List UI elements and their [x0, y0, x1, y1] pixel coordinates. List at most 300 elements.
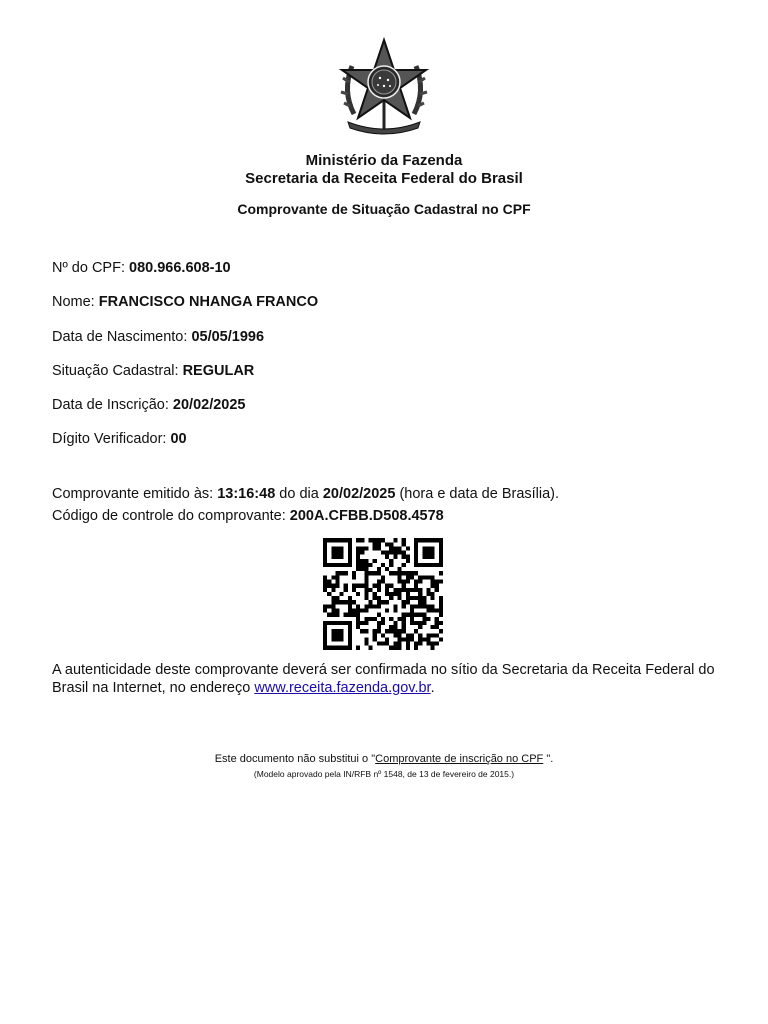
qr-module	[356, 625, 360, 629]
qr-module	[331, 621, 335, 625]
qr-module	[385, 588, 389, 592]
qr-module	[352, 608, 356, 612]
qr-module	[356, 592, 360, 596]
qr-module	[377, 567, 381, 571]
qr-module	[422, 538, 426, 542]
qr-module	[397, 588, 401, 592]
qr-module	[426, 575, 430, 579]
qr-module	[393, 588, 397, 592]
qr-module	[364, 596, 368, 600]
qr-module	[344, 571, 348, 575]
qr-module	[431, 592, 435, 596]
qr-module	[377, 542, 381, 546]
qr-module	[389, 551, 393, 555]
qr-module	[335, 621, 339, 625]
qr-module	[414, 596, 418, 600]
qr-module	[397, 575, 401, 579]
qr-module	[377, 604, 381, 608]
qr-module	[410, 596, 414, 600]
qr-module	[431, 580, 435, 584]
qr-module	[385, 551, 389, 555]
qr-module	[422, 575, 426, 579]
qr-module	[344, 646, 348, 650]
qr-module	[414, 584, 418, 588]
registration-status-field	[52, 362, 318, 380]
qr-module	[360, 551, 364, 555]
qr-module	[385, 542, 389, 546]
qr-module	[439, 542, 443, 546]
qr-module	[369, 571, 373, 575]
qr-module	[393, 629, 397, 633]
qr-module	[331, 600, 335, 604]
qr-module	[414, 613, 418, 617]
qr-module	[381, 551, 385, 555]
qr-module	[323, 542, 327, 546]
qr-module	[360, 546, 364, 550]
qr-module	[418, 604, 422, 608]
qr-module	[331, 604, 335, 608]
qr-module	[435, 617, 439, 621]
qr-module	[323, 555, 327, 559]
qr-module	[385, 608, 389, 612]
control-code-label: Código de controle do comprovante:	[52, 508, 286, 524]
qr-module	[393, 621, 397, 625]
qr-module	[435, 538, 439, 542]
qr-module	[414, 551, 418, 555]
qr-module	[331, 588, 335, 592]
qr-module	[352, 613, 356, 617]
qr-module	[385, 629, 389, 633]
qr-module	[439, 538, 443, 542]
emission-middle: do dia	[279, 486, 319, 502]
qr-module	[418, 600, 422, 604]
qr-module	[364, 621, 368, 625]
ministry-name: Ministério da Fazenda	[305, 152, 463, 169]
qr-module	[327, 621, 331, 625]
qr-module	[377, 600, 381, 604]
qr-module	[335, 637, 339, 641]
qr-module	[402, 613, 406, 617]
qr-module	[426, 617, 430, 621]
qr-module	[418, 592, 422, 596]
qr-module	[406, 575, 410, 579]
qr-module	[385, 592, 389, 596]
qr-module	[348, 637, 352, 641]
receita-website-link[interactable]: www.receita.fazenda.gov.br	[254, 680, 431, 696]
qr-module	[406, 588, 410, 592]
qr-module	[356, 567, 360, 571]
qr-module	[431, 604, 435, 608]
qr-module	[389, 542, 393, 546]
qr-module	[340, 538, 344, 542]
qr-module	[340, 646, 344, 650]
qr-module	[393, 608, 397, 612]
field-label: Situação Cadastral:	[52, 362, 179, 379]
field-label: Nº do CPF:	[52, 260, 125, 276]
qr-module	[360, 559, 364, 563]
qr-module	[331, 608, 335, 612]
qr-module	[323, 563, 327, 567]
qr-module	[348, 600, 352, 604]
qr-module	[364, 546, 368, 550]
qr-module	[414, 563, 418, 567]
qr-module	[422, 546, 426, 550]
qr-module	[435, 642, 439, 646]
qr-module	[377, 538, 381, 542]
qr-module	[435, 633, 439, 637]
qr-module	[369, 600, 373, 604]
birth-date-field	[52, 328, 318, 346]
emission-time: 13:16:48	[217, 486, 276, 502]
qr-module	[335, 563, 339, 567]
qr-module	[369, 588, 373, 592]
qr-module	[360, 567, 364, 571]
qr-module	[331, 596, 335, 600]
qr-module	[377, 596, 381, 600]
qr-module	[360, 563, 364, 567]
qr-module	[381, 633, 385, 637]
qr-module	[335, 571, 339, 575]
qr-module	[335, 575, 339, 579]
qr-module	[340, 621, 344, 625]
emission-suffix: (hora e data de Brasília).	[399, 486, 560, 502]
qr-module	[431, 642, 435, 646]
qr-module	[340, 563, 344, 567]
authenticity-end: .	[430, 680, 435, 696]
qr-module	[323, 551, 327, 555]
authenticity-note	[52, 661, 732, 697]
qr-module	[414, 571, 418, 575]
qr-module	[344, 613, 348, 617]
qr-module	[348, 604, 352, 608]
qr-module	[369, 563, 373, 567]
qr-module	[335, 584, 339, 588]
qr-module	[431, 584, 435, 588]
qr-module	[348, 542, 352, 546]
qr-module	[422, 555, 426, 559]
qr-module	[356, 538, 360, 542]
qr-module	[348, 538, 352, 542]
qr-module	[410, 637, 414, 641]
qr-module	[323, 646, 327, 650]
emission-label: Comprovante emitido às:	[52, 486, 214, 502]
qr-module	[397, 580, 401, 584]
qr-module	[377, 642, 381, 646]
qr-module	[348, 629, 352, 633]
qr-module	[422, 551, 426, 555]
qr-module	[356, 563, 360, 567]
qr-module	[397, 546, 401, 550]
qr-module	[348, 613, 352, 617]
qr-module	[435, 621, 439, 625]
qr-module	[397, 637, 401, 641]
qr-module	[414, 546, 418, 550]
qr-module	[414, 588, 418, 592]
qr-module	[426, 551, 430, 555]
qr-module	[406, 633, 410, 637]
qr-module	[331, 613, 335, 617]
qr-module	[344, 584, 348, 588]
qr-module	[418, 596, 422, 600]
qr-module	[331, 551, 335, 555]
qr-module	[418, 621, 422, 625]
control-code-line	[52, 505, 559, 527]
qr-module	[410, 575, 414, 579]
qr-module	[364, 559, 368, 563]
field-label: Data de Nascimento:	[52, 328, 188, 345]
qr-module	[393, 555, 397, 559]
qr-module	[439, 613, 443, 617]
qr-module	[335, 600, 339, 604]
qr-module	[389, 584, 393, 588]
qr-module	[327, 538, 331, 542]
qr-module	[418, 625, 422, 629]
qr-module	[335, 646, 339, 650]
qr-module	[426, 642, 430, 646]
qr-module	[439, 571, 443, 575]
qr-module	[377, 621, 381, 625]
qr-module	[439, 629, 443, 633]
qr-module	[426, 563, 430, 567]
qr-module	[397, 567, 401, 571]
footer-prefix: Este documento não substitui o "	[214, 753, 376, 765]
qr-module	[435, 584, 439, 588]
qr-module	[331, 555, 335, 559]
qr-module	[356, 559, 360, 563]
qr-module	[323, 559, 327, 563]
registration-fields	[52, 259, 318, 465]
cpf-registration-link[interactable]: Comprovante de inscrição no CPF	[375, 753, 544, 765]
qr-module	[402, 551, 406, 555]
qr-module	[418, 575, 422, 579]
qr-module	[373, 617, 377, 621]
qr-module	[385, 555, 389, 559]
qr-module	[323, 633, 327, 637]
qr-module	[356, 546, 360, 550]
qr-module	[410, 633, 414, 637]
emission-info	[52, 483, 559, 527]
qr-module	[348, 563, 352, 567]
qr-module	[373, 592, 377, 596]
qr-module	[331, 575, 335, 579]
qr-module	[331, 563, 335, 567]
qr-module	[348, 621, 352, 625]
brazil-coat-of-arms-icon	[334, 36, 434, 136]
qr-module	[426, 538, 430, 542]
qr-module	[348, 642, 352, 646]
qr-module	[356, 555, 360, 559]
qr-module	[335, 546, 339, 550]
qr-module	[331, 546, 335, 550]
qr-module	[364, 642, 368, 646]
qr-module	[360, 584, 364, 588]
qr-module	[344, 621, 348, 625]
qr-module	[348, 551, 352, 555]
field-value: FRANCISCO NHANGA FRANCO	[98, 294, 319, 311]
qr-module	[335, 555, 339, 559]
document-header	[0, 152, 768, 218]
qr-module	[414, 629, 418, 633]
qr-module	[426, 592, 430, 596]
qr-module	[377, 546, 381, 550]
qr-module	[402, 580, 406, 584]
qr-module	[331, 584, 335, 588]
qr-module	[385, 567, 389, 571]
check-digit-field	[52, 430, 318, 448]
qr-module	[364, 629, 368, 633]
qr-module	[431, 563, 435, 567]
qr-module	[431, 555, 435, 559]
qr-module	[397, 629, 401, 633]
qr-module	[369, 617, 373, 621]
qr-module	[393, 604, 397, 608]
qr-module	[377, 584, 381, 588]
qr-module	[389, 596, 393, 600]
qr-module	[422, 621, 426, 625]
qr-module	[439, 551, 443, 555]
qr-module	[377, 580, 381, 584]
qr-module	[364, 604, 368, 608]
field-value: 05/05/1996	[191, 328, 265, 345]
qr-module	[327, 580, 331, 584]
qr-module	[402, 629, 406, 633]
qr-module	[348, 608, 352, 612]
qr-module	[385, 637, 389, 641]
qr-module	[439, 563, 443, 567]
qr-module	[397, 646, 401, 650]
qr-module	[439, 559, 443, 563]
qr-module	[348, 546, 352, 550]
qr-module	[335, 538, 339, 542]
qr-module	[364, 571, 368, 575]
qr-module	[344, 563, 348, 567]
field-value: REGULAR	[182, 362, 255, 379]
qr-module	[344, 588, 348, 592]
qr-module	[340, 633, 344, 637]
qr-module	[356, 613, 360, 617]
qr-module	[402, 604, 406, 608]
qr-module	[402, 625, 406, 629]
qr-module	[406, 571, 410, 575]
qr-module	[406, 646, 410, 650]
qr-module	[327, 584, 331, 588]
registration-date-field	[52, 396, 318, 414]
qr-module	[323, 625, 327, 629]
qr-module	[389, 592, 393, 596]
qr-module	[335, 608, 339, 612]
qr-module	[364, 637, 368, 641]
qr-module	[397, 642, 401, 646]
qr-module	[323, 642, 327, 646]
qr-module	[385, 642, 389, 646]
qr-module	[426, 546, 430, 550]
qr-module	[364, 584, 368, 588]
qr-module	[327, 613, 331, 617]
qr-module	[348, 555, 352, 559]
qr-module	[323, 546, 327, 550]
footer-disclaimer	[0, 752, 768, 766]
qr-module	[364, 592, 368, 596]
qr-module	[340, 637, 344, 641]
qr-module	[385, 600, 389, 604]
qr-module	[381, 600, 385, 604]
qr-module	[422, 617, 426, 621]
qr-module	[426, 637, 430, 641]
qr-module	[356, 646, 360, 650]
qr-module	[323, 629, 327, 633]
qr-module	[414, 646, 418, 650]
qr-module	[414, 542, 418, 546]
qr-module	[373, 604, 377, 608]
qr-module	[426, 555, 430, 559]
qr-module	[439, 621, 443, 625]
qr-module	[439, 600, 443, 604]
qr-module	[331, 646, 335, 650]
qr-module	[340, 571, 344, 575]
qr-module	[381, 642, 385, 646]
qr-module	[340, 629, 344, 633]
qr-module	[418, 637, 422, 641]
qr-module	[352, 588, 356, 592]
qr-module	[360, 629, 364, 633]
qr-module	[323, 575, 327, 579]
qr-module	[402, 563, 406, 567]
qr-module	[344, 600, 348, 604]
qr-module	[381, 621, 385, 625]
qr-module	[377, 625, 381, 629]
qr-module	[381, 617, 385, 621]
qr-module	[418, 642, 422, 646]
qr-module	[410, 613, 414, 617]
qr-module	[389, 563, 393, 567]
qr-module	[340, 600, 344, 604]
qr-module	[439, 596, 443, 600]
qr-module	[406, 546, 410, 550]
qr-module	[418, 580, 422, 584]
qr-module	[373, 584, 377, 588]
qr-module	[418, 588, 422, 592]
qr-module	[327, 563, 331, 567]
qr-module	[323, 538, 327, 542]
qr-module	[422, 596, 426, 600]
qr-module	[406, 580, 410, 584]
qr-module	[439, 546, 443, 550]
qr-module	[406, 592, 410, 596]
qr-module	[414, 604, 418, 608]
qr-module	[435, 625, 439, 629]
qr-module	[414, 559, 418, 563]
qr-module	[323, 604, 327, 608]
qr-module	[422, 600, 426, 604]
qr-module	[393, 625, 397, 629]
qr-module	[373, 633, 377, 637]
qr-module	[431, 575, 435, 579]
qr-module	[356, 551, 360, 555]
qr-module	[369, 538, 373, 542]
qr-module	[377, 588, 381, 592]
qr-module	[431, 538, 435, 542]
field-value: 00	[170, 431, 187, 448]
qr-module	[323, 621, 327, 625]
qr-module	[373, 629, 377, 633]
qr-module	[414, 580, 418, 584]
name-field	[52, 293, 318, 311]
qr-module	[406, 613, 410, 617]
qr-module	[364, 617, 368, 621]
qr-module	[410, 571, 414, 575]
qr-module	[348, 559, 352, 563]
qr-module	[406, 559, 410, 563]
